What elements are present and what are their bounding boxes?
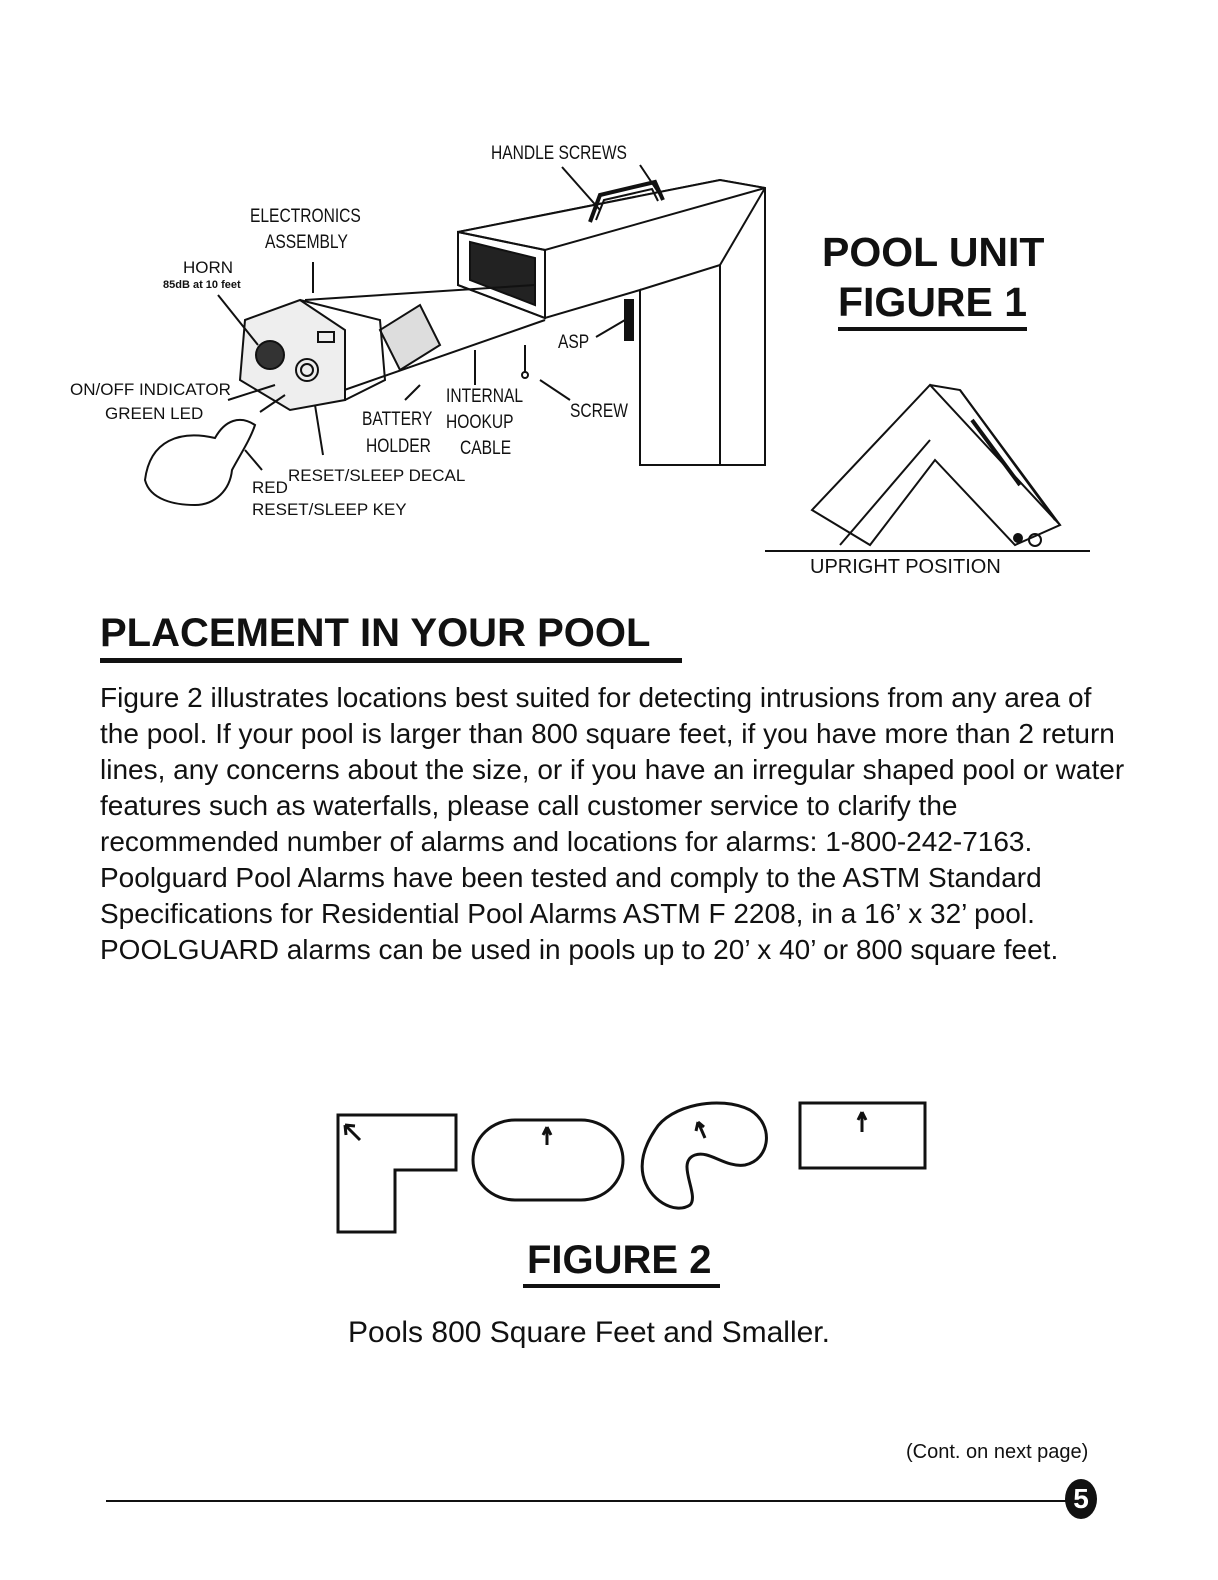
label-horn: HORN bbox=[183, 258, 234, 277]
label-screw: SCREW bbox=[570, 401, 629, 422]
label-horn-spec: 85dB at 10 feet bbox=[163, 279, 241, 291]
footer-divider bbox=[106, 1500, 1066, 1502]
continued-note: (Cont. on next page) bbox=[906, 1441, 1089, 1463]
figure2-caption: Pools 800 Square Feet and Smaller. bbox=[348, 1316, 830, 1349]
label-reset-sleep-decal: RESET/SLEEP DECAL bbox=[288, 466, 466, 485]
arrow-kidney-pool bbox=[696, 1122, 705, 1138]
heading-divider bbox=[100, 658, 682, 663]
label-hookup: HOOKUP bbox=[446, 412, 514, 433]
label-battery: BATTERY bbox=[362, 409, 433, 430]
kidney-pool bbox=[642, 1103, 766, 1208]
placement-heading: PLACEMENT IN YOUR POOL bbox=[100, 611, 651, 655]
label-on-off-indicator: ON/OFF INDICATOR bbox=[70, 380, 231, 399]
label-cable: CABLE bbox=[460, 438, 512, 459]
label-reset-sleep-key: RESET/SLEEP KEY bbox=[252, 500, 407, 519]
arrow-rectangle-pool bbox=[858, 1112, 866, 1132]
label-red: RED bbox=[252, 478, 288, 497]
label-handle-screws: HANDLE SCREWS bbox=[491, 143, 627, 164]
label-assembly: ASSEMBLY bbox=[265, 232, 348, 253]
pool-unit-drawing bbox=[0, 0, 1218, 600]
arrow-l-pool bbox=[345, 1125, 360, 1140]
placement-body-text: Figure 2 illustrates locations best suited for detecting intrusions from any area of the pool. If your pool is larger than 800 square feet, if you have more than 2 return lines, any concerns about the size, or if you have an irregular shaped pool or water features such as waterfalls, please call customer service to clarify the recommended number of alarms and locations for alarms: 1-800-242-7163. Poolguard Pool Alarms have been tested and comply to the ASTM Standard Specifications for Residential Pool Alarms ASTM F 2208, in a 16’ x 32’ pool. POOLGUARD alarms can be used in pools up to 20’ x 40’ or 800 square feet. bbox=[100, 682, 1125, 965]
figure1-subtitle: FIGURE 1 bbox=[838, 282, 1027, 331]
label-internal: INTERNAL bbox=[446, 386, 524, 407]
l-shaped-pool bbox=[338, 1115, 456, 1232]
arrow-oval-pool bbox=[543, 1127, 551, 1145]
label-holder: HOLDER bbox=[366, 436, 431, 457]
figure1-title: POOL UNIT bbox=[822, 229, 1045, 275]
label-green-led: GREEN LED bbox=[105, 404, 204, 423]
label-asp: ASP bbox=[558, 332, 590, 353]
label-upright-position: UPRIGHT POSITION bbox=[810, 556, 1001, 578]
page-number-badge: 5 bbox=[1065, 1479, 1097, 1519]
figure2-title: FIGURE 2 bbox=[527, 1238, 712, 1282]
figure2-underline bbox=[523, 1284, 720, 1288]
label-electronics: ELECTRONICS bbox=[250, 206, 361, 227]
